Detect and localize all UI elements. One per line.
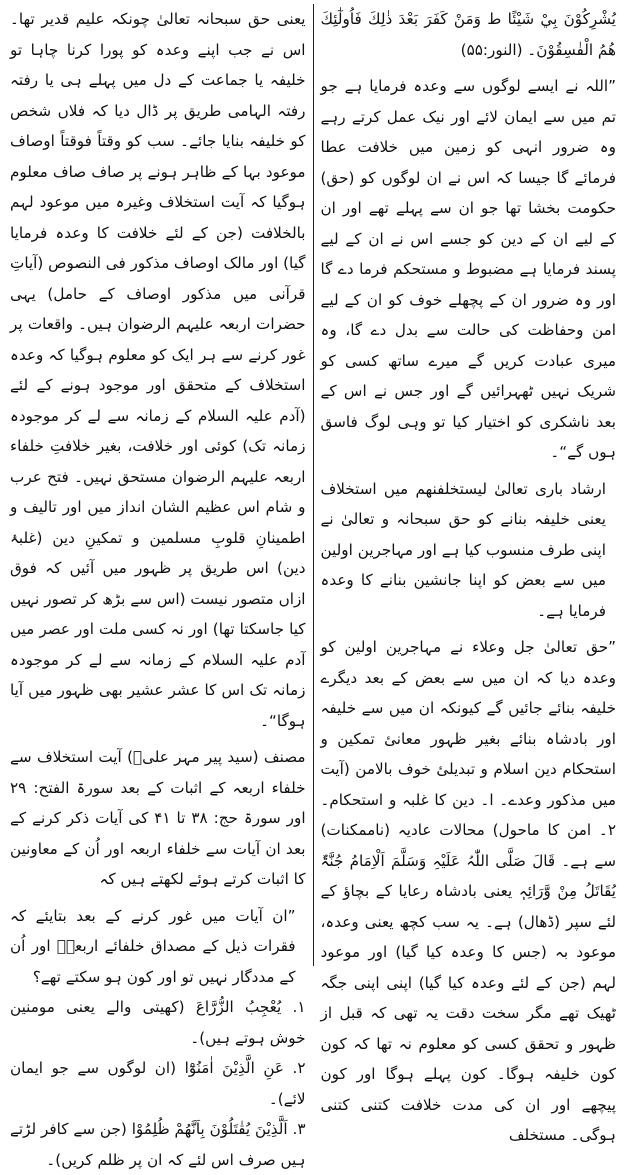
column-divider xyxy=(313,4,314,966)
list-item-3: ۳. اَلَّذِیْنَ یُقٰتَلُوْنَ بِاَنَّھُمْ ظُلِمُوْا (جن سے کافر لڑتے ہیں صرف اس لئے کہ ان پر ظلم کریں)۔ xyxy=(10,1120,306,1169)
paragraph-question: ”ان آیات میں غور کرنے کے بعد بتایئے کہ فقرات ذیل کے مصداق خلفائے اربعہؓ اور اُن کے مددگار نہیں تو اور کون ہو سکتے تھے؟ xyxy=(10,906,296,986)
verse-translation: ”اللہ نے ایسے لوگوں سے وعدہ فرمایا ہے جو تم میں سے ایمان لائے اور نیک عمل کرتے رہے وہ ضرور انہی کو زمین میں خلافت عطا فرمائے گا جیسا کہ اس نے ان لوگوں کو (حق) حکومت بخشا تھا جو ان سے پہلے تھے اور ان کے لیے ان کے دین کو جسے اس نے ان کے لیے پسند فرمایا ہے مضبوط و مستحکم فرما دے گا اور وہ ضرور ان کے پچھلے خوف کو ان کے لیے امن وحفاظت کی حالت سے بدل دے گا، وہ میری عبادت کریں گے میرے ساتھ کسی کو شریک نہیں ٹھہرائیں گے اور جس نے اس کے بعد ناشکری کو اختیار کیا تو وہی لوگ فاسق ہوں گے“۔ xyxy=(320,77,616,461)
right-column xyxy=(317,4,621,1144)
paragraph-istikhlaf: ارشاد باری تعالیٰ لیستخلفنھم میں استخلاف یعنی خلیفہ بنانے کو حق سبحانہ و تعالیٰ نے اپنی طرف منسوب کیا ہے اور مہاجرین اولین میں سے بعض کو اپنا جانشین بنانے کا وعدہ فرمایا ہے۔ xyxy=(320,479,606,620)
paragraph-promise: ”حق تعالیٰ جل وعلاء نے مہاجرین اولین کو وعدہ دیا کہ ان میں سے بعض کے بعد دیگرے خلیفہ بنائے جائیں گے کیونکہ ان میں سے خلیفہ اور بادشاہ بنائے بغیر ظہور معانیٔ تمکین و استحکام دین اسلام و تبدیلیٔ خوف بالامن (آیت میں مذکور وعدے۔ ا۔ دین کا غلبہ و استحکام۔ ۲۔ امن کا ماحول) محالات عادیہ (ناممکنات) سے ہے۔ قَالَ صَلَّی اللّٰہُ عَلَیْہِ وَسَلَّمَ اَلْاِمَامُ جُنَّۃٌ یُقَاتَلُ مِنْ وَّرَائِہٖ یعنی بادشاہ رعایا کے بچاؤ کے لئے سپر (ڈھال) ہے۔ یہ سب کچھ یعنی وعدہ، موعود بہ (جس کا وعدہ کیا گیا) اور موعود لہم (جن کے لئے وعدہ کیا گیا) اپنی اپنی جگہ ٹھیک تھے مگر سخت دقت یہ تھی کہ قبل از ظہور و تحقق کسی کو معلوم نہ تھا کہ کون کون خلیفہ ہوگا۔ کون پہلے ہوگا اور کون پیچھے اور ان کی مدت خلافت کتنی کتنی ہوگی۔ مستخلف xyxy=(320,638,616,1144)
paragraph-author: مصنف (سید پیر مہر علیؒ) آیت استخلاف سے خلفاء اربعہ کے اثبات کے بعد سورۃ الفتح: ۲۹ اور سورۃ حج: ۳۸ تا ۴۱ کی آیات ذکر کرنے کے بعد ان آیات سے خلفاء اربعہ اور اُن کے معاونین کا اثبات کرتے ہوئے لکھتے ہیں کہ xyxy=(10,748,306,888)
paragraph-khulafa: یعنی حق سبحانہ تعالیٰ چونکہ علیم قدیر تھا۔ اس نے جب اپنے وعدہ کو پورا کرنا چاہا تو خلیفہ یا جماعت کے دل میں پہلے ہی یا رفتہ رفتہ الہامی طریق پر ڈال دیا کہ فلاں شخص کو خلیفہ بنایا جائے۔ سب کو وقتاً فوقتاً اوصاف موعود بہا کے ظاہر ہونے پر صاف صاف معلوم ہوگیا کہ آیت استخلاف وغیرہ میں موعود لہم بالخلافت (جن کے لئے خلافت کا وعدہ فرمایا گیا) اور مالک اوصاف مذکور فی النصوص (آیاتِ قرآنی میں مذکور اوصاف کے حامل) یہی حضرات اربعہ علیہم الرضوان ہیں۔ واقعات پر غور کرنے سے ہر ایک کو معلوم ہوگیا کہ وعدہ استخلاف کے متحقق اور موجود ہونے کے لئے (آدم علیہ السلام کے زمانہ سے لے کر موجودہ زمانہ تک) کوئی اور خلافت، بغیر خلافتِ خلفاء اربعہ علیہم الرضوان مستحق نہیں۔ فتح عرب و شام اس عظیم الشان انداز میں اور تالیف و اطمینانِ قلوبِ مسلمین و تمکینِ دین (غلبۂ دین) اس طریق پر ظہور میں آئیں کہ فوق ازاں متصور نیست (اس سے بڑھ کر تصور نہیں کیا جاسکتا تھا) اور نہ کسی ملت اور عصر میں آدم علیہ السلام کے زمانہ سے لے کر موجودہ زمانہ تک اس کا عشر عشیر بھی ظہور میں آیا ہوگا“۔ xyxy=(10,10,306,730)
list-item-1: ۱. یُعْجِبُ الزُّرَّاعَ (کھیتی والے یعنی مومنین خوش ہوتے ہیں)۔ xyxy=(10,998,306,1047)
quran-verse-end: يُشْرِكُوْنَ بِيْ شَيْئًا ط وَمَنْ كَفَرَ بَعْدَ ذٰلِكَ فَاُولٰٓئِكَ هُمُ الْفٰسِقُوْنَ۔ (النور:۵۵) xyxy=(320,10,616,59)
list-item-2: ۲. عَنِ الَّذِیْنَ اٰمَنُوْٓا (ان لوگوں سے جو ایمان لائے)۔ xyxy=(10,1059,306,1108)
left-column xyxy=(6,4,310,1169)
